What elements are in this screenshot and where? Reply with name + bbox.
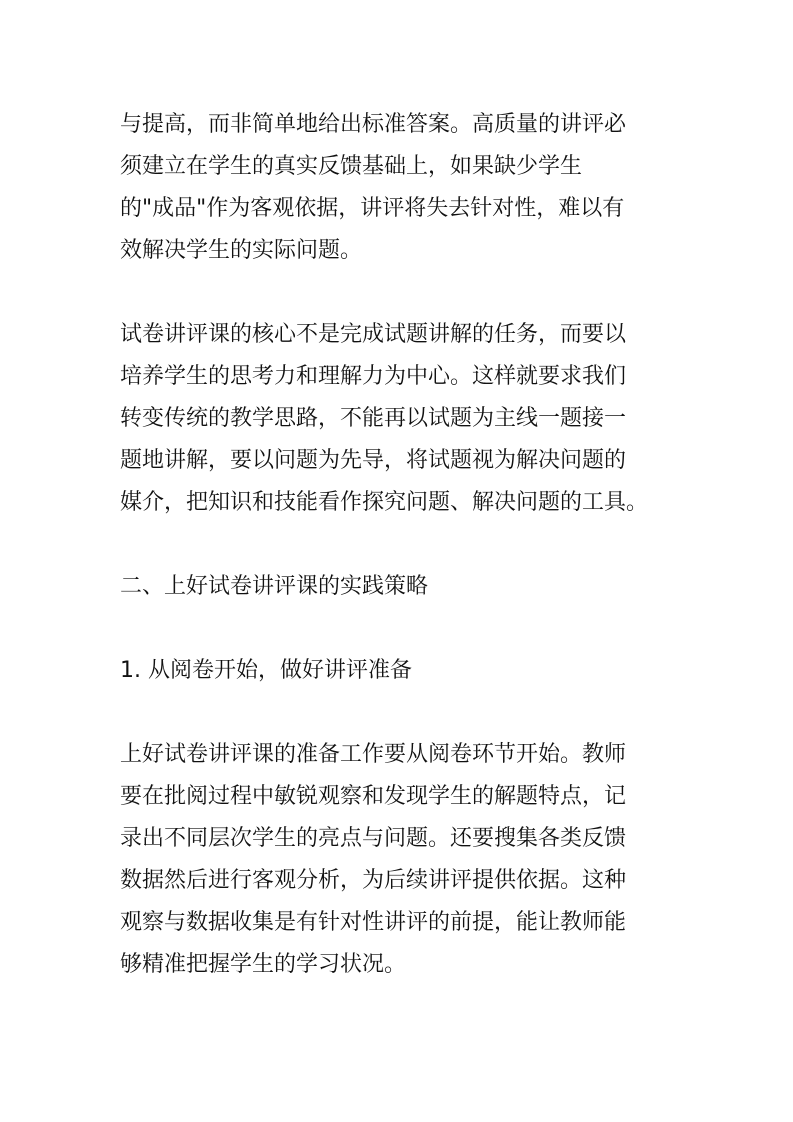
paragraph-intro-continuation: 与提高，而非简单地给出标准答案。高质量的讲评必 须建立在学生的真实反馈基础上，如果缺少学生 的"成品"作为客观依据，讲评将失去针对性，难以有 效解决学生的实际问题。 <box>120 112 627 263</box>
paragraph-core-of-review: 试卷讲评课的核心不是完成试题讲解的任务，而要以 培养学生的思考力和理解力为中心。这样就要求我们 转变传统的教学思路，不能再以试题为主线一题接一 题地讲解，要以问题为先导，将试题视为解决问题的 媒介，把知识和技能看作探究问题、解决问题的工具。 <box>120 322 649 515</box>
document-body <box>120 104 680 1028</box>
section-heading: 二、上好试卷讲评课的实践策略 <box>120 574 429 599</box>
paragraph-preparation: 上好试卷讲评课的准备工作要从阅卷环节开始。教师 要在批阅过程中敏锐观察和发现学生的解题特点，记 录出不同层次学生的亮点与问题。还要搜集各类反馈 数据然后进行客观分析，为后续讲评提供依据。这种 观察与数据收集是有针对性讲评的前提，能让教师能 够精准把握学生的学习状况。 <box>120 742 627 977</box>
subsection-heading: 1. 从阅卷开始，做好讲评准备 <box>120 658 412 683</box>
